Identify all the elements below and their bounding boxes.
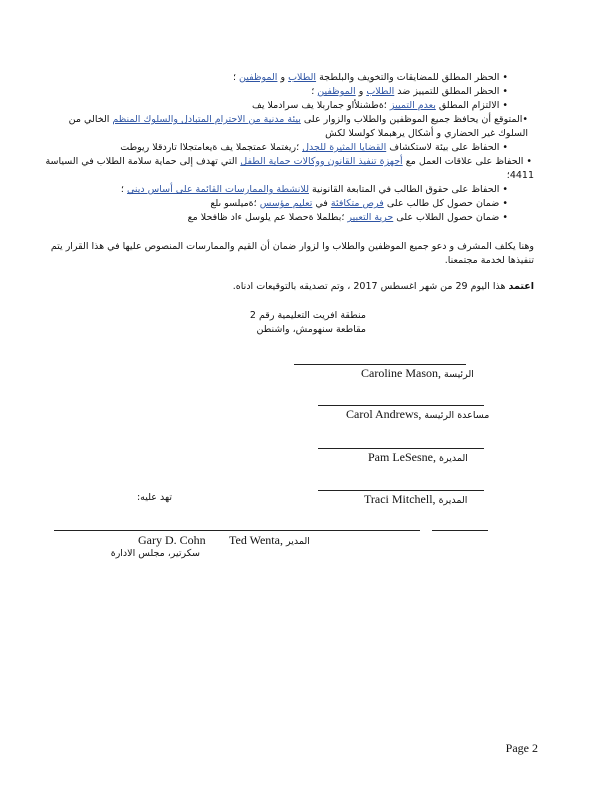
district-line: منطقة افريت التعليمية رقم 2: [249, 310, 366, 321]
link-equal-opportunity[interactable]: فرص متكافئة: [330, 198, 384, 209]
bullet-controversial-issues: [120, 142, 508, 154]
signer-name: Carol Andrews,: [346, 407, 422, 421]
signer-title: المديرة: [439, 453, 468, 464]
signature-president: [361, 366, 474, 381]
bullet-tail: ؛ةطشنلأاو جماربلا يف سرادملا يف: [252, 100, 387, 111]
link-education[interactable]: تعليم مؤسس: [259, 198, 313, 209]
signer-name: Caroline Mason,: [361, 366, 441, 380]
link-staff[interactable]: الموظفين: [239, 72, 278, 83]
signature-line: [318, 448, 484, 449]
link-students[interactable]: الطلاب: [366, 86, 395, 97]
bullet-tail: التي تهدف إلى حماية سلامة الطلاب في السياسة: [45, 156, 238, 167]
bullet-end: ؛: [232, 72, 237, 83]
signer-name: Pam LeSesne,: [368, 450, 436, 464]
signer-title: المدير: [285, 536, 310, 547]
bullet-equal-opportunity: [210, 198, 508, 210]
signer-name: Traci Mitchell,: [364, 492, 436, 506]
closing-text: تنفيذها لخدمة مجتمعنا.: [444, 255, 534, 266]
bullet-text: السلوك غير الحضاري و أشكال: [407, 128, 528, 139]
link-law-enforcement[interactable]: أجهزة تنفيذ القانون ووكالات حماية الطفل: [240, 156, 403, 167]
bullet-tail: في: [315, 198, 328, 209]
signer-name: Ted Wenta,: [229, 533, 283, 547]
bullet-harassment: [233, 72, 508, 84]
link-nondiscrimination[interactable]: بعدم التمييز: [389, 100, 436, 111]
attest-label: [137, 492, 172, 504]
bullet-law-enforcement: [45, 156, 532, 168]
page-number: Page 2: [505, 741, 538, 755]
attest-text: تهد عليه:: [136, 492, 172, 503]
bullet-free-expression: [188, 212, 508, 224]
bullet-text: • الحفاظ على بيئة لاستكشاف: [389, 142, 508, 153]
link-religious-activities[interactable]: للانشطة والممارسات القائمة على أساس ديني: [126, 184, 309, 195]
signature-director-1: [368, 450, 468, 465]
district-line: مقاطعة سنهومش، واشنطن: [256, 324, 366, 335]
bullet-civil-environment: [69, 114, 528, 126]
link-controversial-issues[interactable]: القضايا المثيرة للجدل: [302, 142, 387, 153]
bullet-end: ؛ةميلسو ىلع: [210, 198, 257, 209]
policy-number: 4411؛: [506, 170, 534, 181]
bullet-tail: و: [280, 72, 286, 83]
link-staff[interactable]: الموظفين: [317, 86, 356, 97]
closing-line-1: [51, 241, 534, 253]
secretary-title-line: [111, 548, 200, 560]
signer-name: Gary D. Cohn: [138, 533, 206, 547]
link-free-expression[interactable]: حرية التعبير: [347, 212, 394, 223]
closing-line-2: [445, 255, 534, 267]
bullet-continuation: [325, 128, 528, 140]
bullet-text: • الحظر المطلق للمضايقات والتخويف والبلطجة: [319, 72, 508, 83]
signer-title: مساعدة الرئيسة: [424, 410, 490, 421]
adoption-line: [233, 281, 534, 293]
signature-secretary: [138, 533, 206, 548]
signature-line: [318, 490, 484, 491]
signer-title: الرئيسة: [444, 369, 474, 380]
bullet-nondiscrimination: [252, 100, 508, 112]
bullet-discrimination: [311, 86, 508, 98]
closing-text: وهنا يكلف المشرف و دعو جميع الموظفين والطلاب وا لزوار ضمان أن القيم والممارسات المنصوص عليها في هذا القرار يتم: [50, 241, 534, 252]
signature-line: [318, 405, 484, 406]
bullet-text: • الحفاظ على علاقات العمل مع: [405, 156, 532, 167]
signature-line: [236, 530, 420, 531]
bullet-policy-number: [507, 170, 534, 182]
bullet-text: • ضمان حصول كل طالب على: [386, 198, 508, 209]
bullet-tail: الخالي من: [68, 114, 110, 125]
signature-line: [432, 530, 488, 531]
adoption-word: اعتمد: [508, 281, 534, 292]
signature-director-2: [364, 492, 467, 507]
bullet-tail: يرهبملا كولسلا لكش: [325, 128, 405, 139]
signature-director-3: [229, 533, 310, 548]
bullet-text: • الالتزام المطلق: [438, 100, 508, 111]
bullet-tail: ؛: [120, 184, 124, 195]
bullet-tail: و: [358, 86, 364, 97]
signature-vice-president: [346, 407, 489, 422]
signature-line: [54, 530, 236, 531]
district-name: [250, 310, 366, 322]
link-students[interactable]: الطلاب: [288, 72, 317, 83]
signature-line: [294, 364, 466, 365]
link-civil-environment[interactable]: بيئة مدنية من الاحترام المتبادل والسلوك المنظم: [112, 114, 301, 125]
bullet-end: ؛: [311, 86, 315, 97]
adoption-text: هذا اليوم 29 من شهر اغسطس 2017 ، وتم تصديقه بالتوقيعات ادناه.: [232, 281, 506, 292]
bullet-text: • الحفاظ على حقوق الطالب في المتابعة القانونية: [312, 184, 508, 195]
bullet-text: •المتوقع أن يحافظ جميع الموظفين والطلاب والزوار على: [303, 114, 528, 125]
district-location: [256, 324, 366, 336]
bullet-tail: ؛بطلملا ةحصلا عم يلوسل ءاد ظافحلا مع: [187, 212, 345, 223]
signer-title: سكرتير، مجلس الادارة: [110, 548, 200, 559]
bullet-text: • الحظر المطلق للتمييز ضد: [397, 86, 508, 97]
bullet-religious-activities: [121, 184, 508, 196]
bullet-text: • ضمان حصول الطلاب على: [396, 212, 508, 223]
signer-title: المديرة: [438, 495, 468, 506]
bullet-tail: ؛ريغتملا عمتجملا يف ةيعامتجلاا تاردقلا ريوطت: [120, 142, 300, 153]
